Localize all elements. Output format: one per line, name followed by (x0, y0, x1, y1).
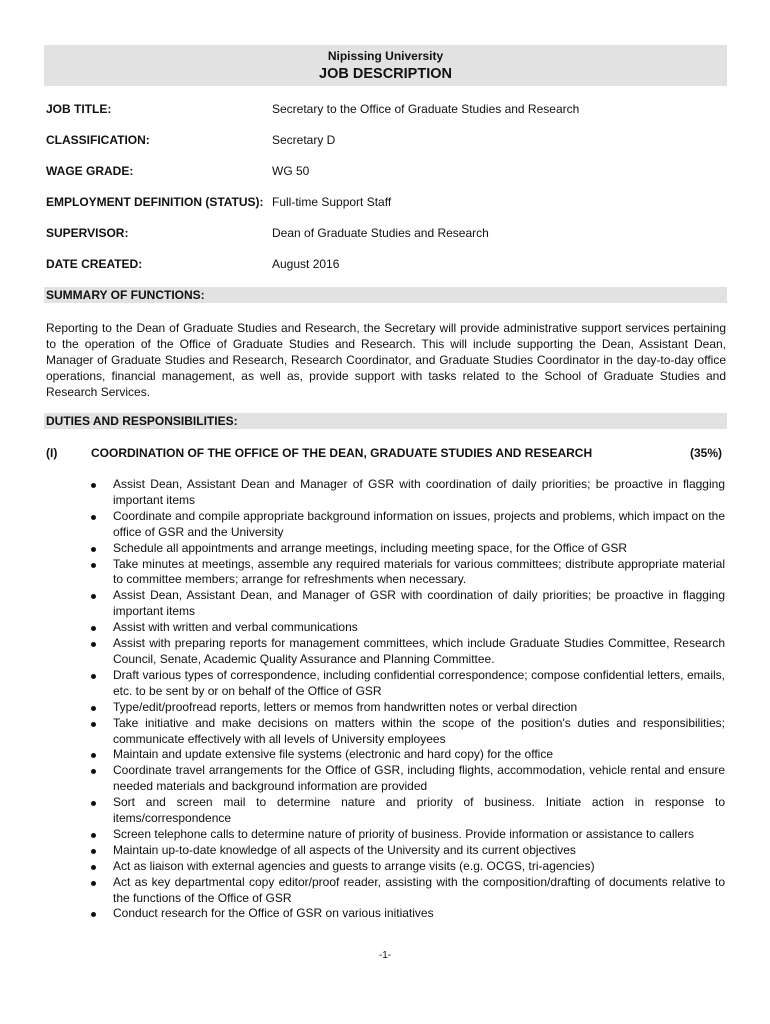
duty-item (91, 716, 725, 748)
field-classification (46, 132, 736, 148)
duty-item-text: Coordinate travel arrangements for the Office of GSR, including flights, accommodation, vehicle rental and ensure needed materials and background information are provided (113, 763, 725, 794)
duty-item-text: Take minutes at meetings, assemble any required materials for various committees; distribute appropriate material to committee members; arrange for refreshments when necessary. (113, 556, 725, 587)
bullet-icon (91, 483, 96, 488)
bullet-icon (91, 833, 96, 838)
duty-item (91, 636, 725, 668)
bullet-icon (91, 674, 96, 679)
field-label: JOB TITLE: (46, 102, 112, 116)
summary-heading: SUMMARY OF FUNCTIONS: (44, 287, 727, 303)
duty-item (91, 827, 725, 843)
duty-item-text: Assist with written and verbal communications (113, 620, 358, 635)
field-label: SUPERVISOR: (46, 226, 129, 240)
bullet-icon (91, 865, 96, 870)
duty-item-text: Assist Dean, Assistant Dean, and Manager of GSR with coordination of daily priorities; be proactive in flagging important items (113, 588, 725, 619)
field-label: DATE CREATED: (46, 257, 143, 271)
section-title: COORDINATION OF THE OFFICE OF THE DEAN, GRADUATE STUDIES AND RESEARCH (91, 446, 593, 460)
duty-item (91, 747, 725, 763)
duty-item-text: Maintain up-to-date knowledge of all aspects of the University and its current objectives (113, 842, 576, 857)
summary-text: Reporting to the Dean of Graduate Studies and Research, the Secretary will provide administrative support services pertaining to the operation of the Office of Graduate Studies and Research. This will include supporting the Dean, Assistant Dean, Manager of Graduate Studies and Research, Research Coordinator, and Graduate Studies Coordinator in the day-to-day office operations, financial management, as well as, provide support with tasks related to the School of Graduate Studies and Research Services. (46, 321, 726, 399)
field-value: August 2016 (272, 257, 340, 271)
section-number: (I) (46, 446, 58, 460)
duty-item-text: Conduct research for the Office of GSR on various initiatives (113, 906, 434, 921)
duty-item-text: Take initiative and make decisions on matters within the scope of the position's duties and responsibilities; communicate effectively with all levels of University employees (113, 715, 725, 746)
section-percent: (35%) (689, 446, 722, 460)
duty-item (91, 795, 725, 827)
duty-item (91, 875, 725, 907)
duties-list (91, 477, 725, 922)
bullet-icon (91, 849, 96, 854)
bullet-icon (91, 769, 96, 774)
duty-item (91, 763, 725, 795)
bullet-icon (91, 626, 96, 631)
duty-item-text: Coordinate and compile appropriate background information on issues, projects and problems, which impact on the office of GSR and the University (113, 508, 725, 539)
duty-item (91, 906, 725, 922)
duty-item-text: Schedule all appointments and arrange meetings, including meeting space, for the Office of GSR (113, 540, 628, 555)
field-employment-status (46, 194, 736, 210)
duty-item (91, 620, 725, 636)
bullet-icon (91, 881, 96, 886)
duty-item (91, 509, 725, 541)
page-number: -1- (378, 950, 392, 961)
bullet-icon (91, 722, 96, 727)
duty-item (91, 557, 725, 589)
field-value: Secretary D (272, 133, 336, 147)
bullet-icon (91, 753, 96, 758)
organization-name: Nipissing University (327, 49, 444, 63)
field-date-created (46, 256, 736, 272)
bullet-icon (91, 563, 96, 568)
duty-item-text: Maintain and update extensive file systems (electronic and hard copy) for the office (113, 747, 554, 762)
field-label: EMPLOYMENT DEFINITION (STATUS): (46, 195, 264, 209)
duty-item (91, 477, 725, 509)
document-title: JOB DESCRIPTION (319, 66, 452, 82)
field-job-title (46, 101, 736, 117)
bullet-icon (91, 547, 96, 552)
duty-item (91, 843, 725, 859)
field-value: WG 50 (272, 164, 310, 178)
duty-item-text: Assist with preparing reports for management committees, which include Graduate Studies Committee, Research Council, Senate, Academic Quality Assurance and Planning Committee. (113, 636, 725, 666)
duty-item-text: Sort and screen mail to determine nature and priority of business. Initiate action in response to items/correspondence (113, 795, 725, 826)
duty-item (91, 859, 725, 875)
bullet-icon (91, 801, 96, 806)
duty-item-text: Type/edit/proofread reports, letters or memos from handwritten notes or verbal direction (113, 699, 578, 714)
bullet-icon (91, 594, 96, 599)
bullet-icon (91, 642, 96, 647)
bullet-icon (91, 912, 96, 917)
field-value: Full-time Support Staff (272, 195, 392, 209)
field-label: CLASSIFICATION: (46, 133, 150, 147)
duty-item-text: Draft various types of correspondence, including confidential correspondence; compose confidential letters, emails, etc. to be sent by or on behalf of the Office of GSR (113, 667, 725, 698)
duty-item-text: Assist Dean, Assistant Dean and Manager of GSR with coordination of daily priorities; be proactive in flagging important items (113, 477, 725, 507)
duty-item-text: Act as key departmental copy editor/proof reader, assisting with the composition/drafting of documents relative to the functions of the Office of GSR (113, 874, 725, 905)
duties-section-heading (46, 445, 722, 461)
bullet-icon (91, 515, 96, 520)
field-label: WAGE GRADE: (46, 164, 134, 178)
duty-item (91, 668, 725, 700)
field-wage-grade (46, 163, 736, 179)
field-supervisor (46, 225, 736, 241)
duties-heading: DUTIES AND RESPONSIBILITIES: (44, 413, 727, 429)
duty-item (91, 541, 725, 557)
field-value: Secretary to the Office of Graduate Studies and Research (272, 102, 580, 116)
duty-item (91, 588, 725, 620)
field-value: Dean of Graduate Studies and Research (272, 226, 489, 240)
duty-item-text: Screen telephone calls to determine nature of priority of business. Provide information or assistance to callers (113, 826, 694, 841)
document-header (44, 45, 727, 86)
bullet-icon (91, 706, 96, 711)
duty-item-text: Act as liaison with external agencies and guests to arrange visits (e.g. OCGS, tri-agencies) (113, 858, 595, 873)
duty-item (91, 700, 725, 716)
